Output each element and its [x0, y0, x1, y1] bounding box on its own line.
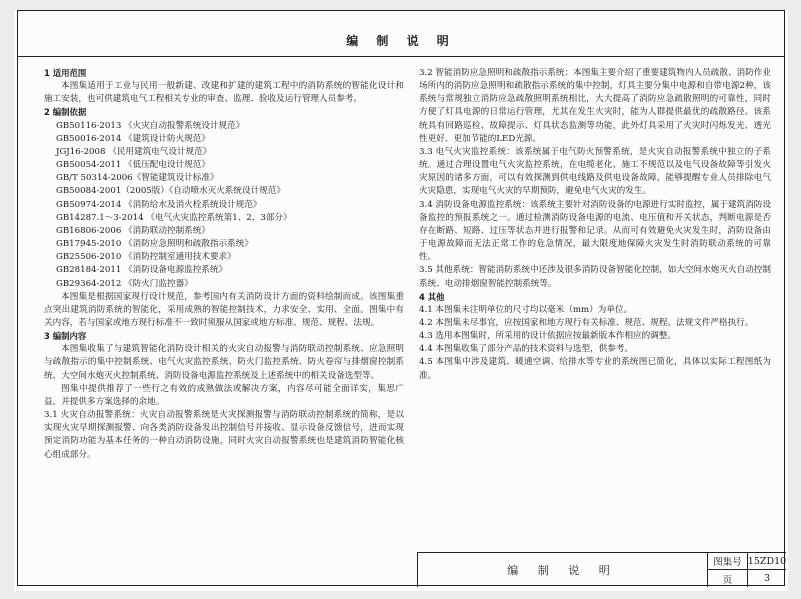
standard-item: GB28184-2011 《消防设备电源监控系统》	[56, 265, 228, 276]
standard-item: GB50084-2001（2005版）《自动喷水灭火系统设计规范》	[56, 186, 285, 197]
standard-item: GB50974-2014 《消防给水及消火栓系统设计规范》	[56, 199, 262, 210]
left-column	[44, 67, 404, 462]
standard-item: GB29364-2012 《防火门监控器》	[56, 278, 193, 289]
standard-item: GB17945-2010 《消防应急照明和疏散指示系统》	[56, 239, 253, 250]
paragraph-fire-alarm: 3.1 火灾自动报警系统：火灾自动报警系统是火灾探测报警与消防联动控制系统的简称，是以实现火灾早期探测报警、向各类消防设备发出控制信号并接收、显示设备反馈信号，进而实现预定消防功能为基本任务的一种自动消防设施，同时火灾自动报警系统也是建筑消防智能化核心组成部分。	[44, 410, 404, 460]
standard-item: GB16806-2006 《消防联动控制系统》	[56, 225, 210, 236]
page-title: 编 制 说 明	[346, 34, 456, 48]
standard-item: GB/T 50314-2006《智能建筑设计标准》	[56, 173, 219, 184]
title-block-name: 编 制 说 明	[418, 553, 708, 587]
page-label: 页	[708, 570, 748, 587]
paragraph-content-2: 图集中提供推荐了一些行之有效的成熟做法或解决方案，内容尽可能全面详实，集思广益，并提供多方案选择的余地。	[44, 383, 404, 407]
section-heading-content: 3 编制内容	[44, 331, 87, 342]
paragraph-basis: 本图集是根据国家现行设计规范，参考国内有关消防设计方面的资料绘制而成。该图集重点突出建筑消防系统的智能化，采用成熟的智能控制技术，力求安全、实用、全面。图集中有关内容，若与国家或地方现行标准不一致时须服从国家或地方标准、规范、规程、法规。	[44, 291, 404, 328]
paragraph-content: 本图集收集了与建筑智能化消防设计相关的火灾自动报警与消防联动控制系统、应急照明与疏散指示的集中控制系统、电气火灾监控系统、防火门监控系统、防火卷帘与排烟窗控制系统、大空间水炮灭火控制系统、消防设备电源监控系统及上述系统中的相关设备选型等。	[44, 344, 404, 381]
note-item: 4.1 本图集未注明单位的尺寸均以毫米（mm）为单位。	[419, 304, 633, 315]
section-heading-basis: 2 编制依据	[44, 107, 87, 118]
standard-item: GB25506-2010 《消防控制室通用技术要求》	[56, 252, 236, 263]
standard-item: GB14287.1～3-2014 《电气火灾监控系统第1、2、3部分》	[56, 212, 292, 223]
paragraph-emergency-lighting: 3.2 智能消防应急照明和疏散指示系统：本图集主要介绍了重要建筑物内人员疏散、消防作业场所内的消防应急照明和疏散指示系统的集中控制，灯具主要分集中电源和自带电源2种，该系统与常规独立消防应急疏散照明系统相比，大大提高了消防应急疏散照明的可靠性，同时方便了灯具电源的日常运行管理，尤其在发生火灾时，能为人群提供最优的疏散路径。该系统具有回路巡检、故障提示、灯具状态监测等功能，此外灯具采用了火灾时闪烁发光、透光性更好、更加节能的LED光源。	[419, 68, 771, 144]
drawing-frame	[17, 10, 785, 586]
paragraph-other-systems: 3.5 其他系统：智能消防系统中还涉及很多消防设备智能化控制，如大空间水炮灭火自动控制系统、电动排烟窗智能控制系统等。	[419, 265, 771, 289]
paragraph-scope: 本图集适用于工业与民用一般新建、改建和扩建的建筑工程中的消防系统的智能化设计和施工安装，也可供建筑电气工程相关专业的审查、监理、验收及运行管理人员参考。	[44, 81, 404, 105]
note-item: 4.4 本图集收集了部分产品的技术资料与选型，供参考。	[419, 344, 634, 355]
right-column	[419, 67, 771, 383]
standard-item: GB50116-2013 《火灾自动报警系统设计规范》	[56, 120, 245, 131]
title-divider	[18, 56, 784, 57]
note-item: 4.5 本图集中涉及建筑、暖通空调、给排水等专业的系统图已简化，具体以实际工程图纸为准。	[419, 357, 771, 381]
note-item: 4.3 选用本图集时，所采用的设计依据应按最新版本作相应的调整。	[419, 331, 677, 342]
note-item: 4.2 本图集未尽事宜，应按国家和地方现行有关标准、规范、规程、法规文件严格执行。	[419, 317, 754, 328]
atlas-number-label: 图集号	[708, 553, 748, 570]
standard-item: GB50054-2011 《低压配电设计规范》	[56, 160, 210, 171]
standard-item: GB50016-2014 《建筑设计防火规范》	[56, 133, 210, 144]
atlas-number-value: 15ZD10	[748, 553, 786, 570]
section-heading-other: 4 其他	[419, 291, 445, 302]
section-heading-scope: 1 适用范围	[44, 68, 87, 78]
standard-item: JGJ16-2008 《民用建筑电气设计规范》	[56, 146, 212, 157]
paragraph-power-monitoring: 3.4 消防设备电源监控系统：该系统主要针对消防设备的电源进行实时监控，属于建筑消防设备监控的预报系统之一。通过检测消防设备电源的电流、电压值和开关状态，判断电源是否存在断路、短路、过压等状态并进行报警和记录。从而可有效避免火灾发生时，消防设备由于电源故障而无法正常工作的危急情况，最大限度地保障火灾发生时消防联动系统的可靠性。	[419, 199, 771, 263]
title-block	[417, 552, 786, 587]
page-number-value: 3	[763, 573, 771, 584]
paragraph-electrical-fire: 3.3 电气火灾监控系统：该系统属于电气防火预警系统，是火灾自动报警系统中独立的子系统。通过合理设置电气火灾监控系统，在电缆老化、施工不规范以及电气设备故障等引发火灾原因的诸多方面，可以有效探测到供电线路及供电设备故障，能够提醒专业人员排除电气火灾隐患，实现电气火灾的早期预防，避免电气火灾的发生。	[419, 146, 771, 197]
